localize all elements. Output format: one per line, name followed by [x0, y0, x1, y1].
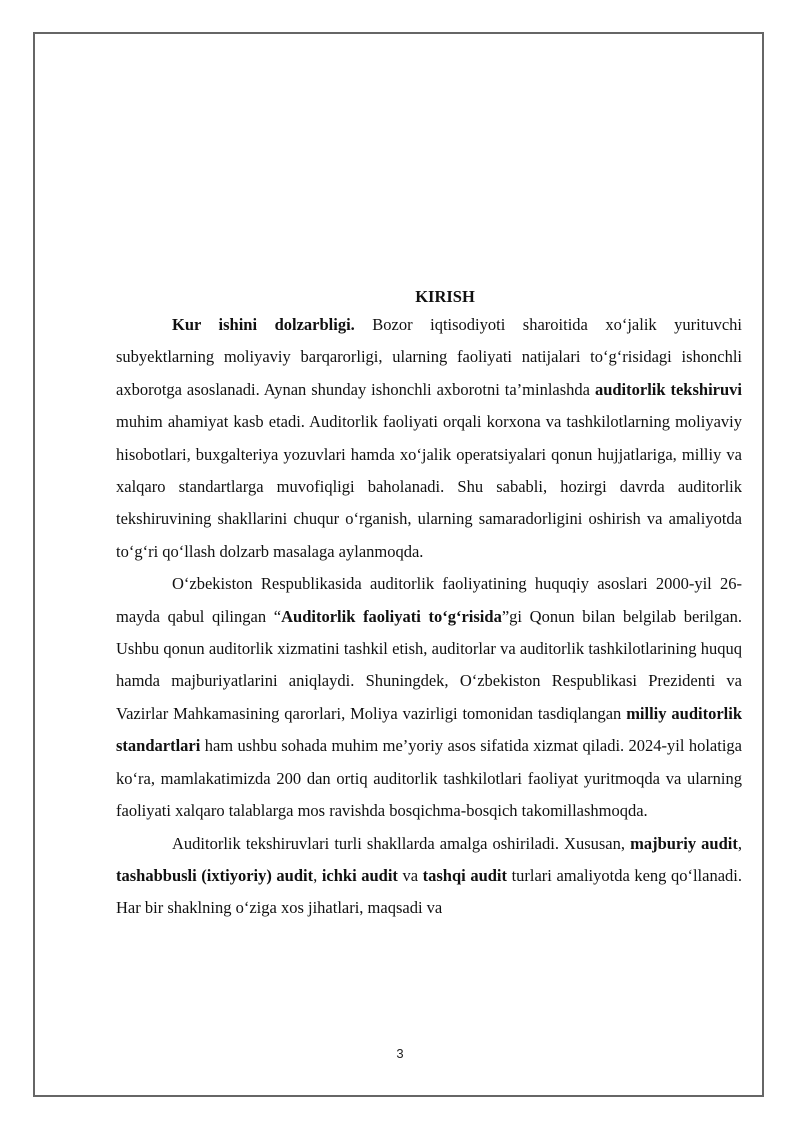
paragraph-audit-forms: [116, 828, 742, 925]
text-run: ,: [737, 833, 742, 853]
text-run: O‘zbekiston Respublikasida auditorlik faoliyatining huquqiy asoslari 2000-yil 26-mayda qabul qilingan “: [116, 574, 742, 626]
bold-phrase: Kur ishini dolzarbligi.: [172, 315, 355, 334]
document-body: [116, 285, 742, 925]
bold-phrase: ichki audit: [321, 865, 398, 885]
bold-phrase: majburiy audit: [630, 833, 738, 853]
bold-phrase: Auditorlik faoliyati to‘g‘risida: [281, 606, 502, 626]
bold-phrase: tashabbusli (ixtiyoriy) audit: [116, 865, 314, 885]
text-run: ham ushbu sohada muhim me’yoriy asos sifatida xizmat qiladi. 2024-yil holatiga ko‘ra, mamlakatimizda 200 dan ortiq auditorlik tashkilotlari faoliyat yuritmoqda va ularning faoliyati xalqaro talablarga mos ravishda bosqichma-bosqich takomillashmoqda.: [116, 736, 742, 821]
section-title: KIRISH: [415, 287, 475, 306]
text-run: Bozor iqtisodiyoti sharoitida xo‘jalik yurituvchi subyektlarning moliyaviy barqarorligi, ularning faoliyati natijalari to‘g‘risidagi ishonchli axborotga asoslanadi. Aynan shunday ishonchli axborotni ta’minlashda: [116, 315, 742, 399]
page-number: 3: [396, 1046, 404, 1061]
paragraph-legal-basis: [116, 568, 742, 827]
bold-phrase: milliy auditorlik standartlari: [116, 703, 742, 756]
text-run: va: [397, 865, 423, 885]
text-run: turlari amaliyotda keng qo‘llanadi. Har bir shaklning o‘ziga xos jihatlari, maqsadi va: [116, 865, 742, 918]
paragraph-relevance: [116, 309, 742, 568]
text-run: ”gi Qonun bilan belgilab berilgan. Ushbu qonun auditorlik xizmatini tashkil etish, auditorlar va auditorlik tashkilotlarining huquq hamda majburiyatlarini aniqlaydi. Shuningdek, O‘zbekiston Respublikasi Prezidenti va Vazirlar Mahkamasining qarorlari, Moliya vazirligi tomonidan tasdiqlangan: [116, 606, 742, 723]
text-run: muhim ahamiyat kasb etadi. Auditorlik faoliyati orqali korxona va tashkilotlarning moliyaviy hisobotlari, buxgalteriya yozuvlari hamda xo‘jalik operatsiyalari qonun hujjatlariga, milliy va xalqaro standartlarga muvofiqligi baholanadi. Shu sababli, hozirgi davrda auditorlik tekshiruvining shakllarini chuqur o‘rganish, ularning samaradorligini oshirish va amaliyotda to‘g‘ri qo‘llash dolzarb masalaga aylanmoqda.: [116, 412, 742, 561]
text-run: ,: [313, 865, 322, 885]
bold-phrase: auditorlik tekshiruvi: [594, 379, 742, 399]
text-run: Auditorlik tekshiruvlari turli shakllarda amalga oshiriladi. Xususan,: [172, 833, 631, 853]
bold-phrase: tashqi audit: [422, 865, 507, 885]
